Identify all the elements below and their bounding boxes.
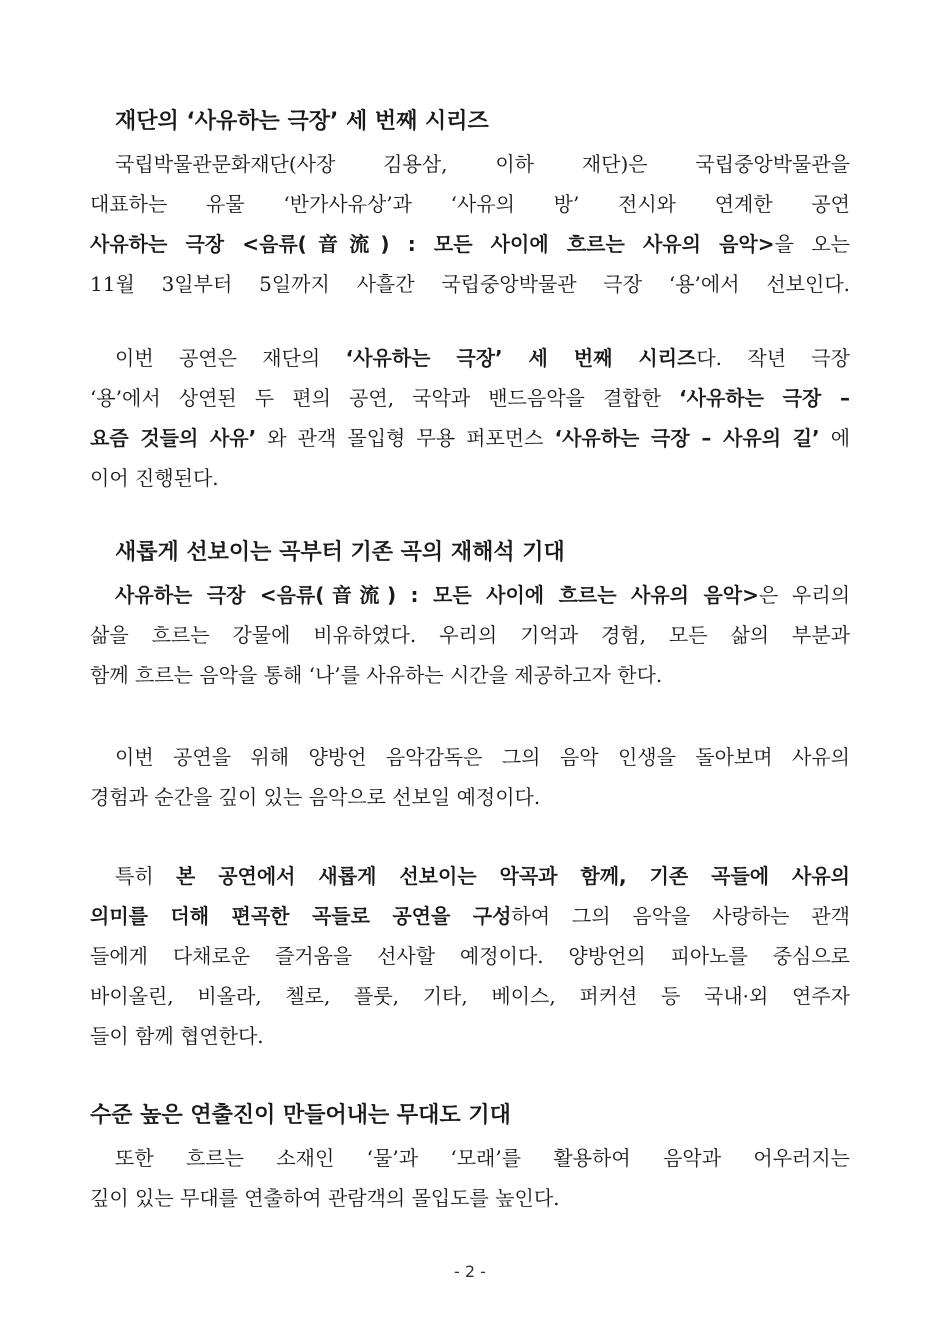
paragraph-line: 함께 흐르는 음악을 통해 ‘나’를 사유하는 시간을 제공하고자 한다. bbox=[90, 663, 663, 687]
page-number: - 2 - bbox=[454, 1262, 486, 1281]
bold-text: ‘사유하는 극장 – 사유의 길’ bbox=[554, 426, 820, 450]
section-heading: 수준 높은 연출진이 만들어내는 무대도 기대 bbox=[90, 1103, 511, 1128]
bold-text: 사유하는 극장 <음류(音流) : 모든 사이에 흐르는 사유의 음악> bbox=[115, 583, 759, 607]
section-heading: 새롭게 선보이는 곡부터 기존 곡의 재해석 기대 bbox=[115, 540, 565, 565]
paragraph-line bbox=[90, 224, 850, 264]
paragraph-line: 이번 공연을 위해 양방언 음악감독은 그의 음악 인생을 돌아보며 사유의 bbox=[115, 745, 850, 769]
text: 이번 공연은 재단의 bbox=[115, 346, 346, 370]
bold-text: 사유하는 극장 <음류(音流) : 모든 사이에 흐르는 사유의 음악> bbox=[90, 232, 775, 256]
paragraph-line: 이어 진행된다. bbox=[90, 466, 219, 490]
bold-text: 요즘 것들의 사유’ bbox=[90, 426, 257, 450]
text: 은 우리의 bbox=[758, 583, 851, 607]
paragraph-line bbox=[115, 575, 850, 615]
text: 와 관객 몰입형 무용 퍼포먼스 bbox=[256, 426, 555, 450]
paragraph-line: 들에게 다채로운 즐거움을 선사할 예정이다. 양방언의 피아노를 중심으로 bbox=[90, 944, 850, 968]
section-heading: 재단의 ‘사유하는 극장’ 세 번째 시리즈 bbox=[115, 109, 489, 134]
bold-text: 의미를 더해 편곡한 곡들로 공연을 구성 bbox=[90, 904, 512, 928]
text: 을 오는 bbox=[774, 232, 850, 256]
text: 다. 작년 극장 bbox=[696, 346, 850, 370]
paragraph-line: 삶을 흐르는 강물에 비유하였다. 우리의 기억과 경험, 모든 삶의 부분과 bbox=[90, 623, 850, 647]
paragraph-line: 11월 3일부터 5일까지 사흘간 국립중앙박물관 극장 ‘용’에서 선보인다. bbox=[90, 272, 850, 296]
paragraph-line: 대표하는 유물 ‘반가사유상’과 ‘사유의 방’ 전시와 연계한 공연 bbox=[90, 192, 850, 216]
paragraph-line: 깊이 있는 무대를 연출하여 관람객의 몰입도를 높인다. bbox=[90, 1186, 560, 1210]
paragraph-line: 국립박물관문화재단(사장 김용삼, 이하 재단)은 국립중앙박물관을 bbox=[115, 152, 850, 176]
paragraph-line: 경험과 순간을 깊이 있는 음악으로 선보일 예정이다. bbox=[90, 785, 541, 809]
paragraph-line bbox=[115, 338, 850, 378]
text: 하여 그의 음악을 사랑하는 관객 bbox=[511, 904, 850, 928]
text: ‘용’에서 상연된 두 편의 공연, 국악과 밴드음악을 결합한 bbox=[90, 386, 680, 410]
text: 특히 bbox=[115, 864, 176, 888]
bold-text: 본 공연에서 새롭게 선보이는 악곡과 함께, 기존 곡들에 사유의 bbox=[175, 864, 850, 888]
paragraph-line: 들이 함께 협연한다. bbox=[90, 1024, 264, 1048]
text: 에 bbox=[819, 426, 851, 450]
paragraph-line bbox=[115, 856, 850, 896]
bold-text: ‘사유하는 극장’ 세 번째 시리즈 bbox=[345, 346, 697, 370]
paragraph-line: 또한 흐르는 소재인 ‘물’과 ‘모래’를 활용하여 음악과 어우러지는 bbox=[115, 1146, 850, 1170]
paragraph-line bbox=[90, 418, 850, 458]
paragraph-line: 바이올린, 비올라, 첼로, 플룻, 기타, 베이스, 퍼커션 등 국내·외 연주자 bbox=[90, 984, 850, 1008]
paragraph-line bbox=[90, 378, 850, 418]
bold-text: ‘사유하는 극장 – bbox=[679, 386, 850, 410]
paragraph-line bbox=[90, 896, 850, 936]
